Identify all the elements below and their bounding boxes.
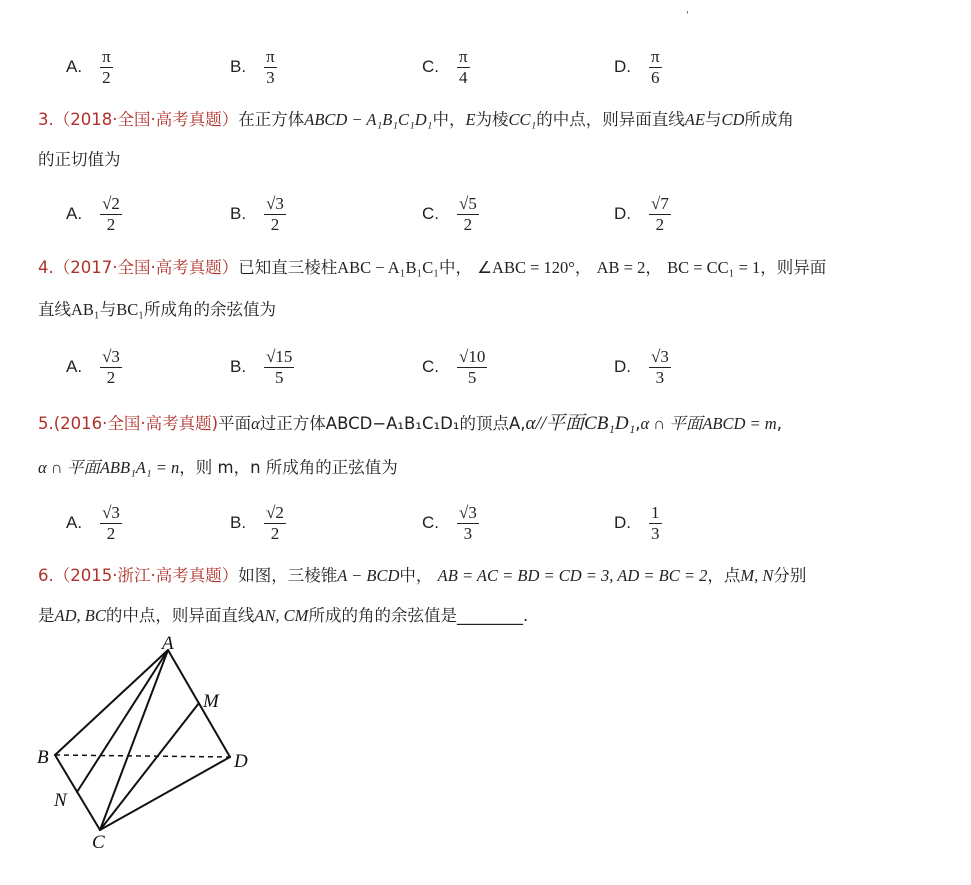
fraction: $\frac{√15}{5}$ [266,346,293,387]
q3-option-c[interactable]: C. $\frac{√5}{2}$ [422,193,477,234]
fraction: $\frac{1}{3}$ [651,502,660,543]
fraction: $\frac{√3}{3}$ [651,346,669,387]
q5-option-d[interactable]: D. $\frac{1}{3}$ [614,502,660,543]
q5-source: (2016·全国·高考真题) [53,414,219,433]
q5-stem-line1: 5.(2016·全国·高考真题)平面α过正方体ABCD−A₁B₁C₁D₁的顶点A,α//平面CB₁D₁,α ∩ 平面ABCD = m, [38,413,782,434]
point-label-n: N [54,790,67,811]
vertex-label-d: D [234,751,248,772]
q3-number: 3. [38,110,54,129]
fraction: $\frac{√3}{2}$ [102,346,120,387]
fraction: $\frac{\pi}{6}$ [651,46,660,87]
q4-stem-line1: 4.（2017·全国·高考真题）已知直三棱柱ABC − A₁B₁C₁中， ∠ABC = 120°， AB = 2， BC = CC₁ = 1，则异面 [38,258,827,277]
fraction: $\frac{\pi}{3}$ [266,46,275,87]
q5-option-c[interactable]: C. $\frac{√3}{3}$ [422,502,477,543]
q2-option-d[interactable]: D. $\frac{\pi}{6}$ [614,46,660,87]
q3-option-b[interactable]: B. $\frac{√3}{2}$ [230,193,284,234]
vertex-label-c: C [92,832,105,853]
q2-option-a[interactable]: A. $\frac{\pi}{2}$ [66,46,111,87]
segment-cm [100,703,199,830]
q6-stem-line1: 6.（2015·浙江·高考真题）如图，三棱锥A − BCD中， AB = AC = BD = CD = 3, AD = BC = 2，点M, N分别 [38,566,807,585]
scan-mark: ' [686,10,689,21]
q4-source: （2017·全国·高考真题） [53,258,239,277]
q4-option-b[interactable]: B. $\frac{√15}{5}$ [230,346,293,387]
q3-options [0,187,971,241]
q3-stem-line1: 3.（2018·全国·高考真题）在正方体ABCD − A₁B₁C₁D₁中，E为棱CC₁的中点，则异面直线AE与CD所成角 [38,110,794,129]
q4-option-a[interactable]: A. $\frac{√3}{2}$ [66,346,120,387]
q2-options [0,40,971,94]
q3-source: （2018·全国·高考真题） [53,110,239,129]
point-label-m: M [203,691,219,712]
hidden-edge-bd [55,755,230,757]
q4-option-d[interactable]: D. $\frac{√3}{3}$ [614,346,669,387]
q5-option-a[interactable]: A. $\frac{√3}{2}$ [66,502,120,543]
q4-option-c[interactable]: C. $\frac{√10}{5}$ [422,346,486,387]
fraction: $\frac{√3}{2}$ [266,193,284,234]
q5-stem-line2: α ∩ 平面ABB₁A₁ = n，则 m，n 所成角的正弦值为 [38,458,398,477]
fraction: $\frac{√5}{2}$ [459,193,477,234]
q2-option-b[interactable]: B. $\frac{\pi}{3}$ [230,46,275,87]
fraction: $\frac{\pi}{4}$ [459,46,468,87]
q4-stem-line2: 直线AB₁与BC₁所成角的余弦值为 [38,300,276,319]
q6-stem-line2: 是AD, BC的中点，则异面直线AN, CM所成的角的余弦值是________. [38,606,529,625]
fraction: $\frac{√3}{2}$ [102,502,120,543]
q4-options [0,340,971,394]
edge-cd [100,757,230,830]
q5-options [0,496,971,550]
fraction: $\frac{√2}{2}$ [102,193,120,234]
q6-source: （2015·浙江·高考真题） [53,566,239,585]
vertex-label-b: B [37,747,49,768]
vertex-label-a: A [162,635,174,654]
fraction: $\frac{√7}{2}$ [651,193,669,234]
answer-blank[interactable]: ________ [456,606,523,625]
fraction: $\frac{\pi}{2}$ [102,46,111,87]
q2-option-c[interactable]: C. $\frac{\pi}{4}$ [422,46,468,87]
q3-stem-line2: 的正切值为 [38,150,121,169]
q3-option-a[interactable]: A. $\frac{√2}{2}$ [66,193,120,234]
fraction: $\frac{√2}{2}$ [266,502,284,543]
fraction: $\frac{√3}{3}$ [459,502,477,543]
q3-option-d[interactable]: D. $\frac{√7}{2}$ [614,193,669,234]
tetrahedron-figure [30,635,270,860]
q5-option-b[interactable]: B. $\frac{√2}{2}$ [230,502,284,543]
fraction: $\frac{√10}{5}$ [459,346,486,387]
